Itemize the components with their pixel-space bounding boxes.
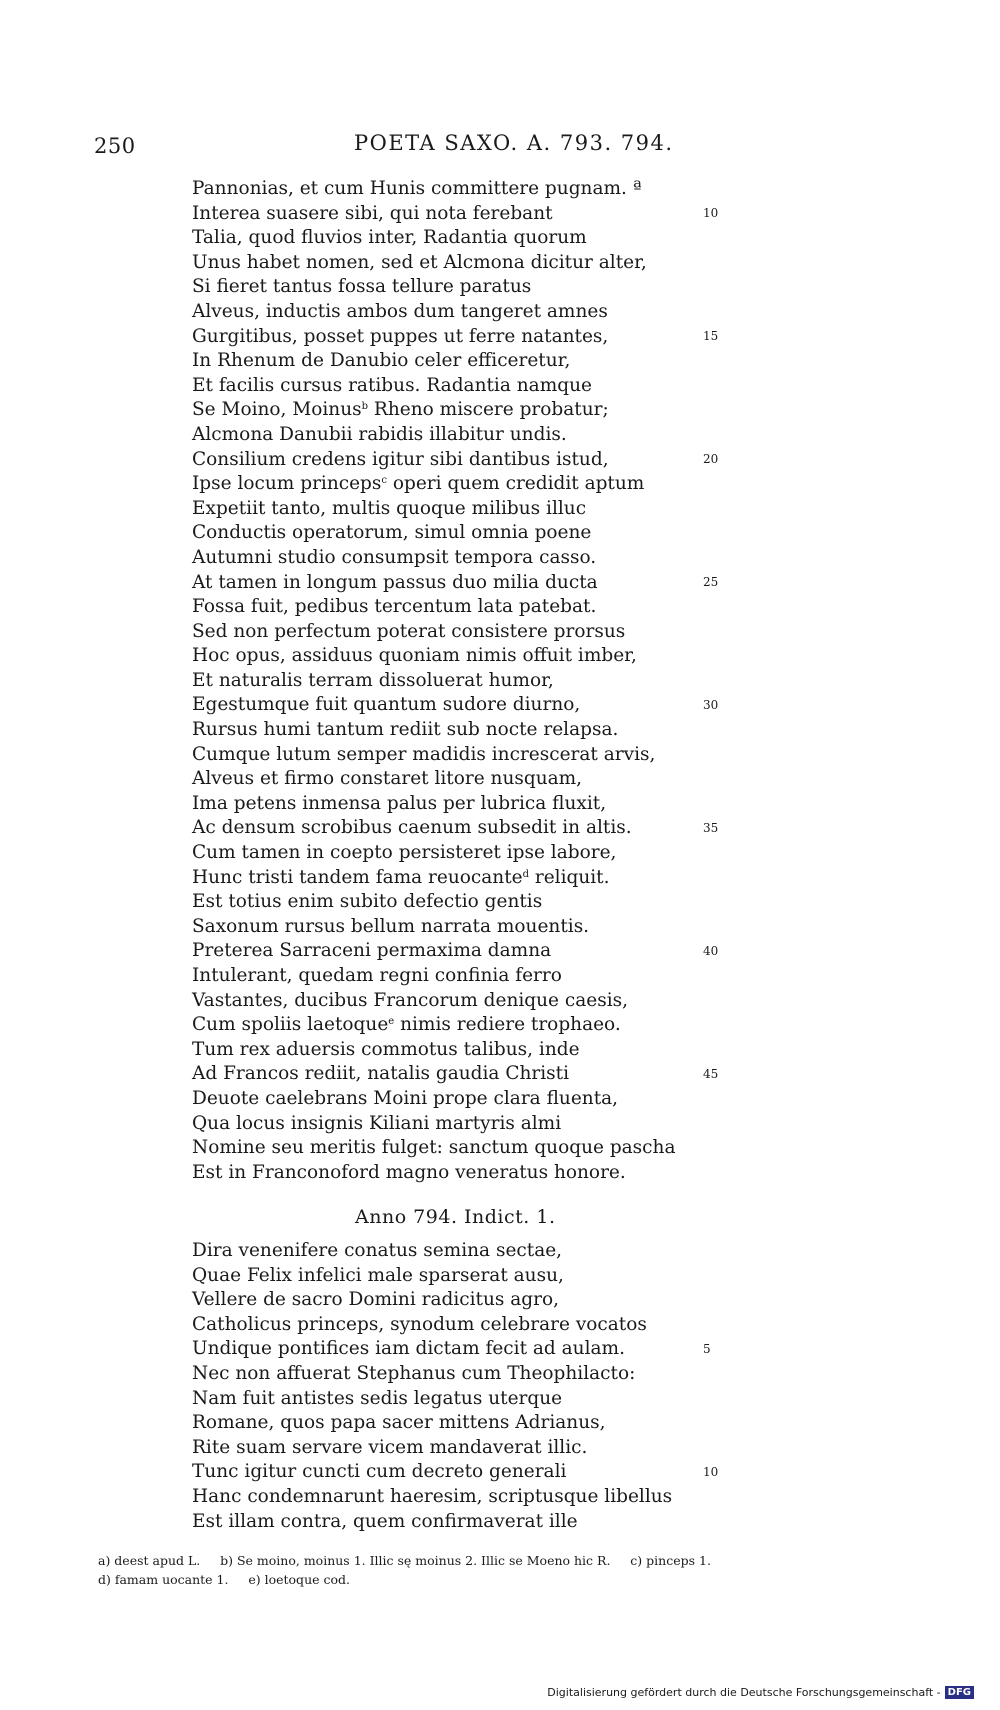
verse-line: Cum tamen in coepto persisteret ipse labore, — [192, 842, 617, 864]
footnote-row — [98, 1551, 918, 1570]
line-number: 45 — [703, 1067, 719, 1081]
verse-line: Interea suasere sibi, qui nota ferebant — [192, 202, 553, 224]
verse-line: Dira venenifere conatus semina sectae, — [192, 1240, 563, 1261]
line-number: 35 — [703, 821, 719, 835]
verse-line: Nam fuit antistes sedis legatus uterque — [192, 1387, 563, 1409]
line-number: 5 — [703, 1342, 711, 1356]
verse-line: Pannonias, et cum Hunis committere pugnam. ª — [192, 178, 642, 199]
verse-line: Expetiit tanto, multis quoque milibus illuc — [192, 497, 587, 519]
page-number: 250 — [94, 134, 136, 158]
verse-line: Rursus humi tantum rediit sub nocte relapsa. — [192, 719, 619, 741]
footnote-e: e) loetoque cod. — [248, 1572, 350, 1587]
verse-line: Alcmona Danubii rabidis illabitur undis. — [192, 423, 567, 445]
verse-line: Ima petens inmensa palus per lubrica fluxit, — [192, 792, 607, 814]
verse-line: Deuote caelebrans Moini prope clara fluenta, — [192, 1087, 619, 1109]
verse-text: Rheno miscere probatur; — [368, 399, 609, 421]
verse-line: Talia, quod fluvios inter, Radantia quorum — [192, 227, 587, 249]
verse-line: At tamen in longum passus duo milia ducta — [192, 571, 598, 593]
verse-line: Ac densum scrobibus caenum subsedit in altis. — [192, 817, 632, 839]
verse-line: Catholicus princeps, synodum celebrare vocatos — [192, 1313, 647, 1335]
footnote-d: d) famam uocante 1. — [98, 1572, 229, 1587]
verse-line: Et facilis cursus ratibus. Radantia namque — [192, 374, 592, 396]
verse-line: Romane, quos papa sacer mittens Adrianus, — [192, 1412, 606, 1434]
footnote-b: b) Se moino, moinus 1. Illic sę moinus 2. Illic se Moeno hic R. — [220, 1553, 611, 1568]
poem-793 — [192, 177, 675, 1185]
credit-text: Digitalisierung gefördert durch die Deutsche Forschungsgemeinschaft - — [547, 1686, 941, 1699]
verse-line: Egestumque fuit quantum sudore diurno, — [192, 694, 581, 716]
footnotes — [98, 1551, 918, 1589]
verse-line: Ad Francos rediit, natalis gaudia Christi — [192, 1063, 569, 1085]
verse-line: Tunc igitur cuncti cum decreto generali — [192, 1461, 567, 1483]
verse-line: Autumni studio consumpsit tempora casso. — [192, 546, 597, 568]
footnote-c: c) pinceps 1. — [630, 1553, 711, 1568]
verse-line: Conductis operatorum, simul omnia poene — [192, 522, 592, 544]
verse-line: Hanc condemnarunt haeresim, scriptusque libellus — [192, 1485, 673, 1507]
verse-line: Est illam contra, quem confirmaverat ille — [192, 1510, 578, 1532]
line-number: 25 — [703, 575, 719, 589]
dfg-logo: DFG — [945, 1686, 974, 1699]
verse-line: In Rhenum de Danubio celer efficeretur, — [192, 350, 571, 372]
line-number: 40 — [703, 944, 719, 958]
verse-line: Fossa fuit, pedibus tercentum lata patebat. — [192, 596, 597, 618]
verse-text: Hunc tristi tandem fama reuocante — [192, 866, 523, 888]
line-number: 15 — [703, 329, 719, 343]
verse-line — [192, 472, 675, 497]
running-head: POETA SAXO. A. 793. 794. — [354, 131, 674, 155]
verse-line: Preterea Sarraceni permaxima damna — [192, 940, 552, 962]
verse-line — [192, 866, 675, 891]
footnote-marker: c — [381, 475, 387, 487]
footnote-row — [98, 1570, 918, 1589]
verse-line: Quae Felix infelici male sparserat ausu, — [192, 1264, 564, 1286]
verse-line — [192, 398, 675, 423]
verse-line: Vastantes, ducibus Francorum denique caesis, — [192, 989, 629, 1011]
line-number: 10 — [703, 206, 719, 220]
footnote-marker: b — [361, 401, 369, 413]
verse-text: nimis rediere trophaeo. — [394, 1014, 621, 1036]
poem-794 — [192, 1239, 672, 1534]
verse-line: Consilium credens igitur sibi dantibus istud, — [192, 448, 609, 470]
verse-line — [192, 1013, 675, 1038]
verse-line: Vellere de sacro Domini radicitus agro, — [192, 1289, 559, 1311]
verse-line: Cumque lutum semper madidis increscerat arvis, — [192, 743, 656, 765]
footnote-marker: e — [388, 1016, 395, 1028]
footnote-marker: d — [522, 868, 529, 880]
verse-line: Tum rex aduersis commotus talibus, inde — [192, 1038, 580, 1060]
line-number: 10 — [703, 1465, 719, 1479]
verse-text: Ipse locum princeps — [192, 473, 382, 495]
footnote-a: a) deest apud L. — [98, 1553, 201, 1568]
line-number: 30 — [703, 698, 719, 712]
section-heading: Anno 794. Indict. 1. — [355, 1206, 556, 1228]
verse-line: Est totius enim subito defectio gentis — [192, 891, 543, 913]
verse-line: Est in Franconoford magno veneratus honore. — [192, 1161, 626, 1183]
verse-line: Qua locus insignis Kiliani martyris almi — [192, 1112, 562, 1134]
verse-line: Gurgitibus, posset puppes ut ferre natantes, — [192, 325, 609, 347]
verse-line: Undique pontifices iam dictam fecit ad aulam. — [192, 1338, 625, 1360]
verse-line: Alveus et firmo constaret litore nusquam, — [192, 768, 583, 790]
verse-line: Saxonum rursus bellum narrata mouentis. — [192, 915, 590, 937]
verse-text: Se Moino, Moinus — [192, 399, 362, 421]
verse-line: Hoc opus, assiduus quoniam nimis offuit imber, — [192, 645, 637, 667]
verse-text: operi quem credidit aptum — [387, 473, 645, 495]
verse-line: Alveus, inductis ambos dum tangeret amnes — [192, 300, 608, 322]
verse-line: Unus habet nomen, sed et Alcmona dicitur alter, — [192, 251, 647, 273]
verse-line: Intulerant, quedam regni confinia ferro — [192, 965, 562, 986]
verse-line: Sed non perfectum poterat consistere prorsus — [192, 620, 626, 642]
verse-text: Cum spoliis laetoque — [192, 1014, 389, 1036]
verse-line: Rite suam servare vicem mandaverat illic. — [192, 1436, 588, 1458]
verse-line: Nomine seu meritis fulget: sanctum quoque pascha — [192, 1137, 676, 1159]
verse-line: Et naturalis terram dissoluerat humor, — [192, 669, 554, 691]
verse-text: reliquit. — [529, 866, 610, 888]
verse-line: Nec non affuerat Stephanus cum Theophilacto: — [192, 1362, 636, 1384]
line-number: 20 — [703, 452, 719, 466]
digitization-credit — [547, 1686, 974, 1699]
verse-line: Si fieret tantus fossa tellure paratus — [192, 276, 532, 298]
